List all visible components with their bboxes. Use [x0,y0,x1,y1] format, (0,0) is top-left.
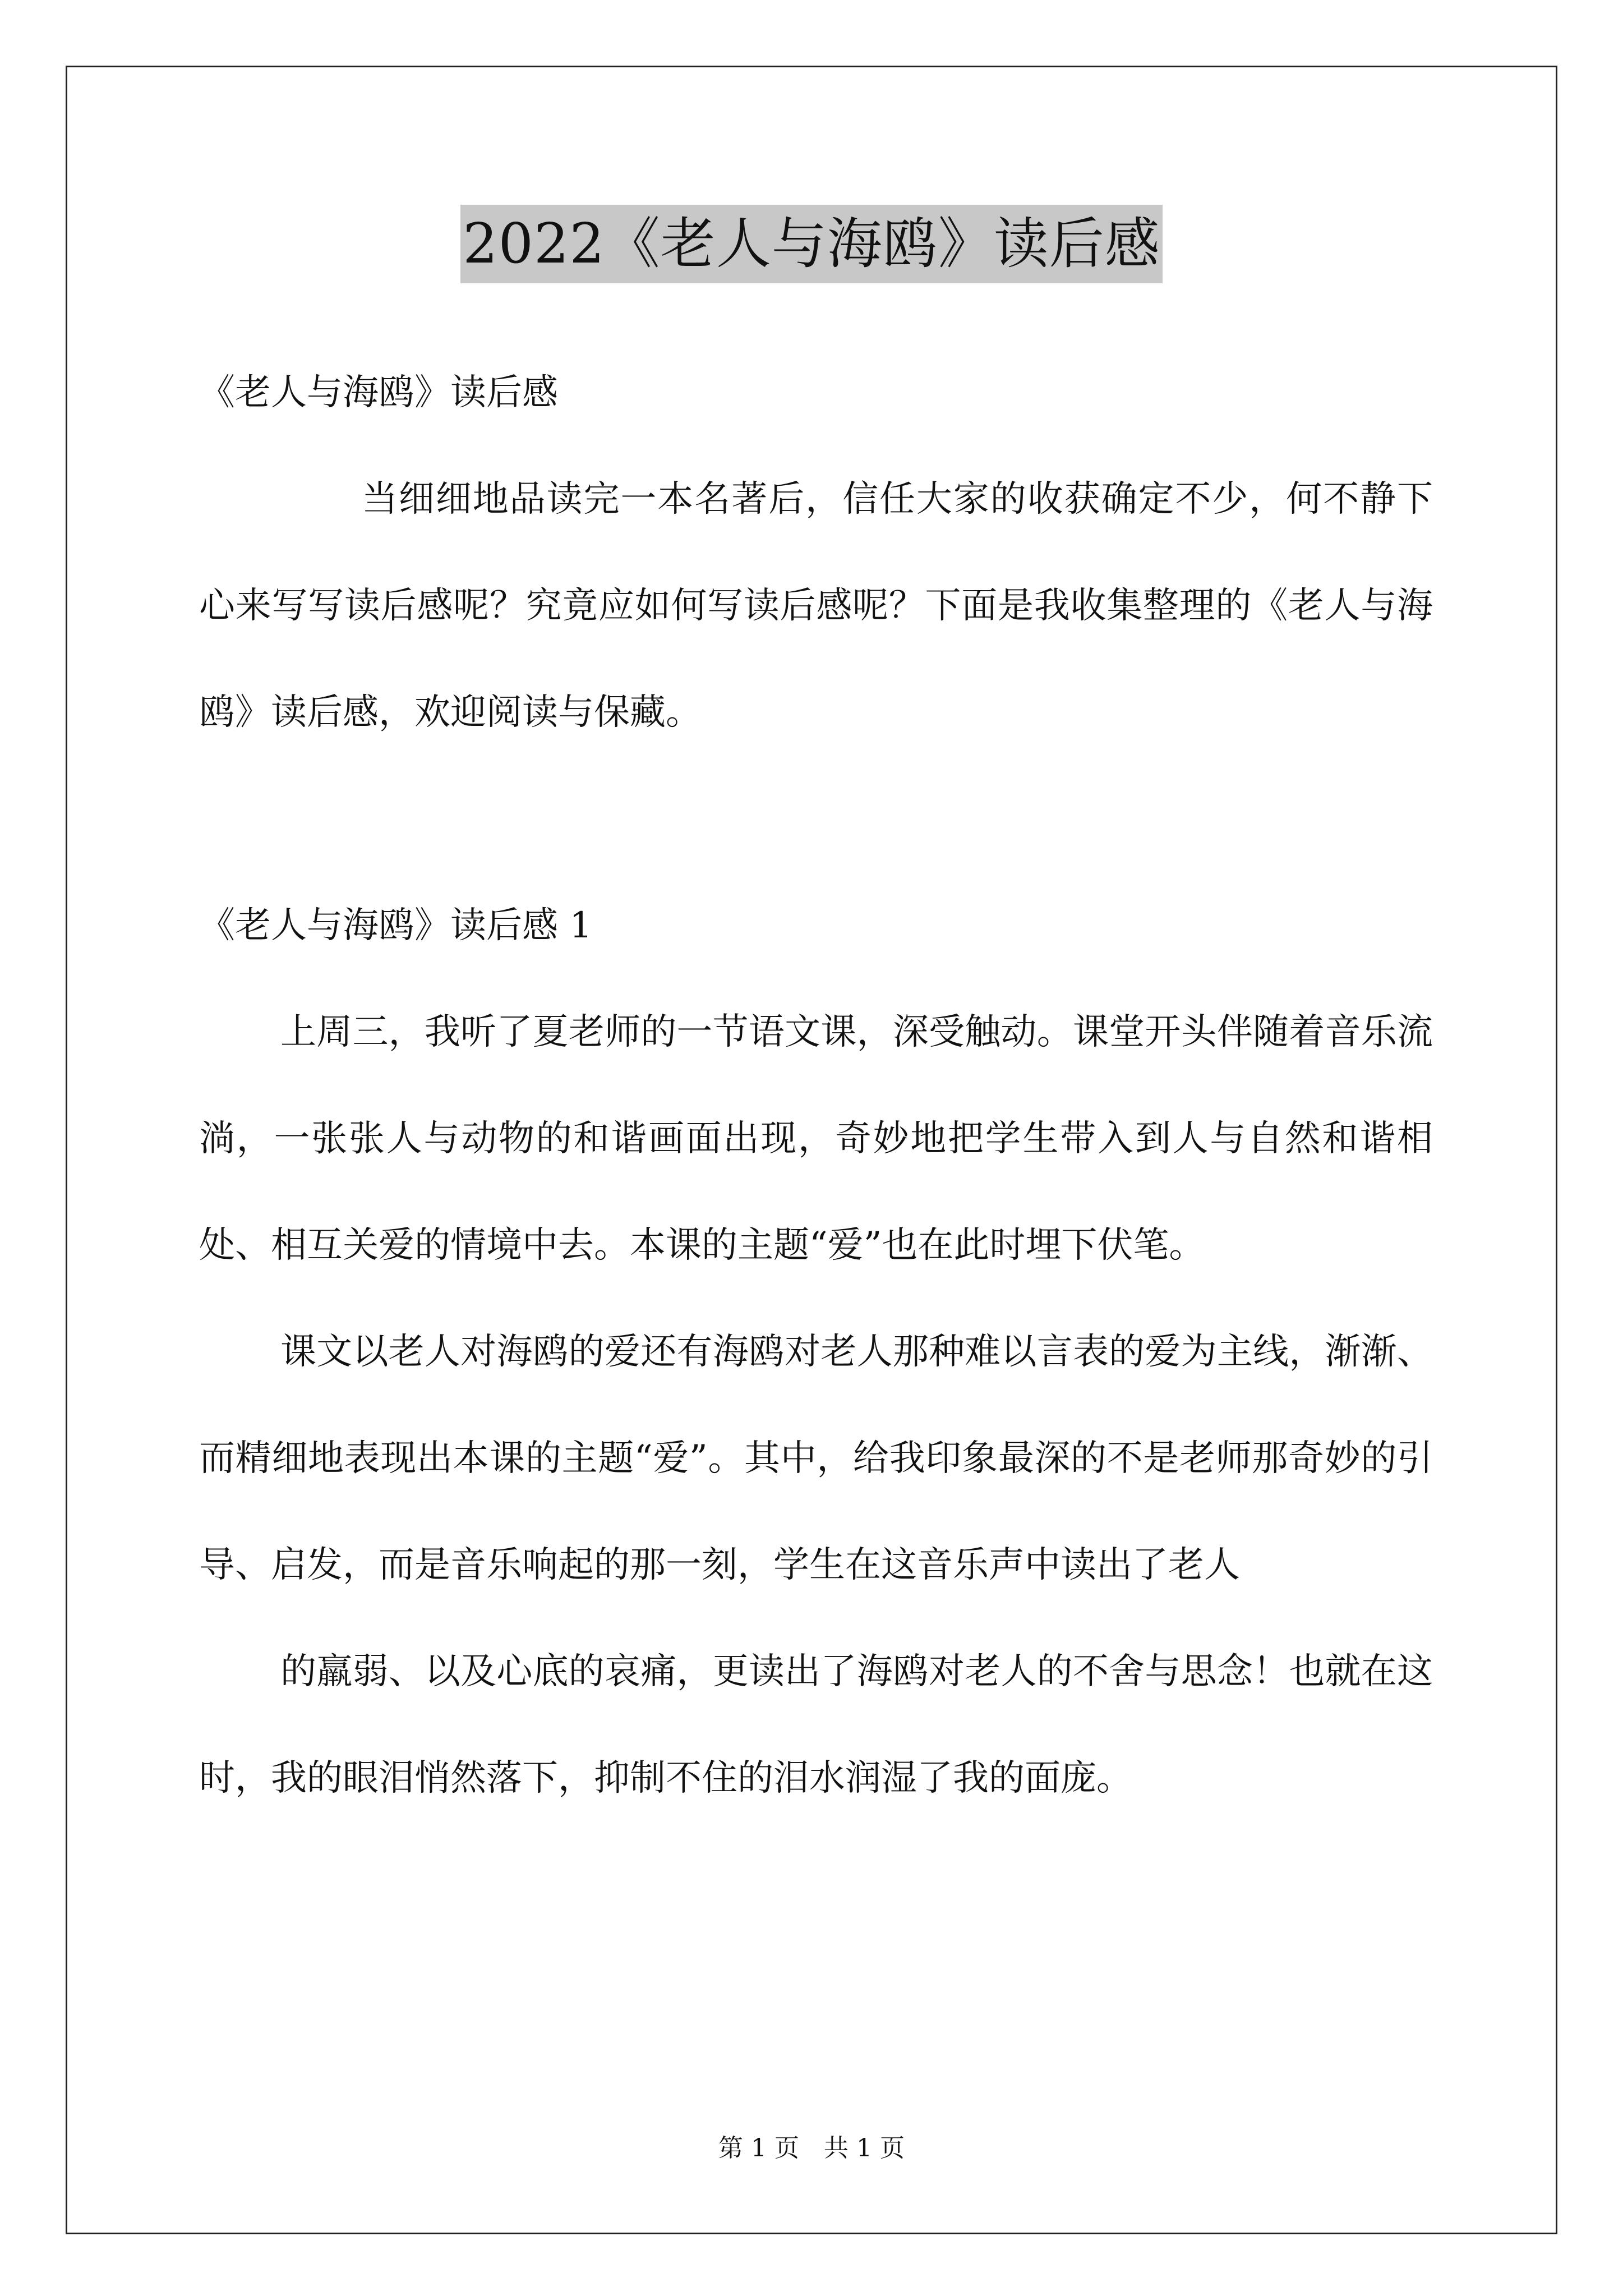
body-paragraph-1: 上周三，我听了夏老师的一节语文课，深受触动。课堂开头伴随着音乐流淌，一张张人与动物的和谐画面出现，奇妙地把学生带入到人与自然和谐相处、相互关爱的情境中去。本课的主题“爱”也在此时埋下伏笔。 [199,1011,1433,1266]
section-heading: 《老人与海鸥》读后感 1 [199,905,593,946]
body-paragraph-3: 的羸弱、以及心底的哀痛，更读出了海鸥对老人的不舍与思念！也就在这时，我的眼泪悄然落下，抑制不住的泪水润湿了我的面庞。 [199,1651,1433,1799]
page-number: 第 1 页 共 1 页 [718,2134,905,2162]
body-paragraph-2: 课文以老人对海鸥的爱还有海鸥对老人那种难以言表的爱为主线，渐渐、而精细地表现出本课的主题“爱”。其中，给我印象最深的不是老师那奇妙的引导、启发，而是音乐响起的那一刻，学生在这音乐声中读出了老人 [199,1331,1433,1586]
title-wrap [0,205,1623,283]
document-body [199,339,1433,1832]
document-title: 2022《老人与海鸥》读后感 [460,205,1162,283]
page-footer [0,2132,1623,2165]
intro-paragraph: 当细细地品读完一本名著后，信任大家的收获确定不少，何不静下心来写写读后感呢？究竟应如何写读后感呢？下面是我收集整理的《老人与海鸥》读后感，欢迎阅读与保藏。 [199,478,1433,733]
subtitle: 《老人与海鸥》读后感 [199,372,558,413]
blank-line [199,766,1433,872]
